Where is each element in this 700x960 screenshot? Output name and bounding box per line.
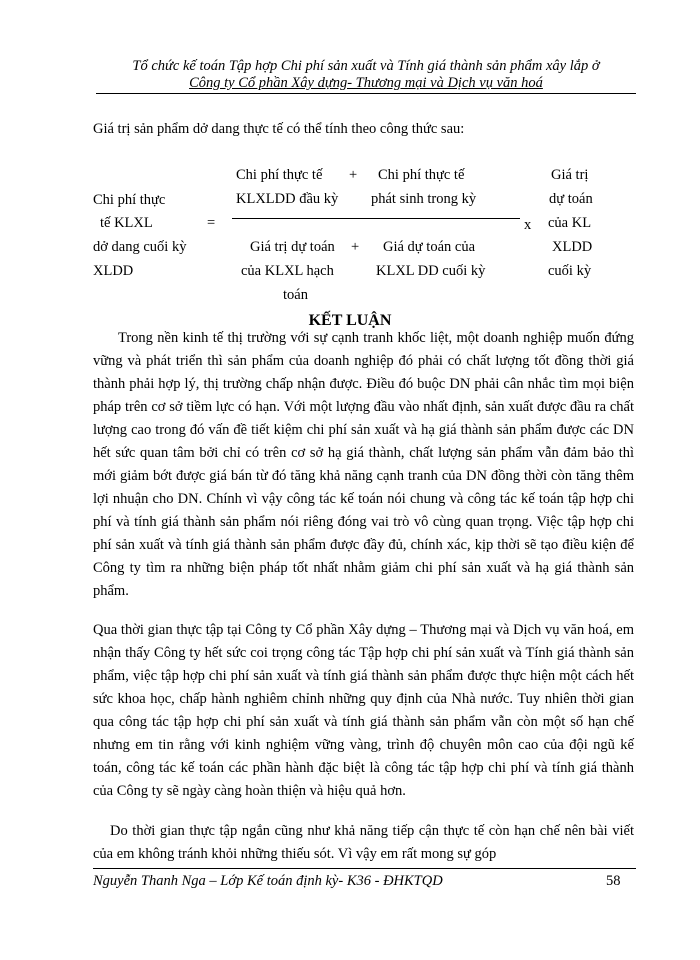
denominator-term-2-line-2: KLXL DD cuối kỳ <box>376 263 486 279</box>
paragraph-1: Trong nền kinh tế thị trường với sự cạnh tranh khốc liệt, một doanh nghiệp muốn đứng vững và phát triển thì sản phẩm của doanh nghiệp đó phải có chất lượng tốt đồng thời giá thành phải hợp lý, thị trường chấp nhận được. Điều đó buộc DN phải cân nhắc tìm mọi biện pháp trên cơ sở tiềm lực có hạn. Với một lượng đầu vào nhất định, sản xuất được đầu ra chất lượng cao trong đó vấn đề tiết kiệm chi phí sản xuất và hạ giá thành sản phẩm được các DN hết sức quan tâm bởi chỉ có trên cơ sở hạ giá thành, chất lượng sản phẩm vẫn đảm bảo thì mới giảm bớt được giá bán từ đó tăng khả năng cạnh tranh của DN đồng thời còn tăng thêm lợi nhuận cho DN. Chính vì vậy công tác kế toán nói chung và công tác kế toán tập hợp chi phí và tính giá thành sản phẩm nói riêng đóng vai trò vô cùng quan trọng. Việc tập hợp chi phí sản xuất và tính giá thành sản phẩm được đầy đủ, chính xác, kịp thời sẽ tạo điều kiện để Công ty tìm ra những biện pháp tốt nhất nhằm giảm chi phí sản xuất và hạ giá thành sản phẩm. <box>93 330 634 599</box>
formula-right-1: Giá trị <box>551 167 589 183</box>
formula-right-3: của KL <box>548 215 592 231</box>
header-divider <box>96 93 636 94</box>
footer-author: Nguyễn Thanh Nga – Lớp Kế toán định kỳ- K36 - ĐHKTQD <box>93 873 443 889</box>
denominator-term-2-line-1: Giá dự toán của <box>383 239 476 255</box>
header-line-2: Công ty Cổ phần Xây dựng- Thương mại và Dịch vụ văn hoá <box>189 75 543 91</box>
denominator-term-1-line-3: toán <box>283 287 308 303</box>
numerator-term-1-line-2: KLXLDD đầu kỳ <box>236 191 339 207</box>
section-title: KẾT LUẬN <box>308 312 392 329</box>
formula-intro: Giá trị sản phẩm dở dang thực tế có thể tính theo công thức sau: <box>93 121 465 137</box>
running-header <box>96 58 636 92</box>
paragraph-2: Qua thời gian thực tập tại Công ty Cổ phần Xây dựng – Thương mại và Dịch vụ văn hoá, em nhận thấy Công ty hết sức coi trọng công tác Tập hợp chi phí sản xuất và Tính giá thành sản phẩm, việc tập hợp chi phí sản xuất và tính giá thành sản phẩm được thực hiện một cách hết sức khoa học, chấp hành nghiêm chỉnh những quy định của Nhà nước. Tuy nhiên thời gian qua công tác tập hợp chi phí sản xuất và tính giá thành sản phẩm vẫn còn một số hạn chế nhưng em tin rằng với kinh nghiệm vững vàng, trình độ chuyên môn cao của đội ngũ kế toán, công tác kế toán các phần hành đặc biệt là công tác tập hợp chi phí và tính giá thành của Công ty sẽ ngày càng hoàn thiện và hiệu quả hơn. <box>93 622 634 799</box>
formula-right-2: dự toán <box>549 191 593 207</box>
page-number: 58 <box>606 873 621 889</box>
header-line-1: Tổ chức kế toán Tập hợp Chi phí sản xuất và Tính giá thành sản phẩm xây lắp ở <box>132 58 600 74</box>
numerator-term-1-line-1: Chi phí thực tế <box>236 167 323 183</box>
formula-left-3: dở dang cuối kỳ <box>93 239 187 255</box>
numerator-term-2-line-1: Chi phí thực tế <box>378 167 465 183</box>
paragraph-3: Do thời gian thực tập ngắn cũng như khả năng tiếp cận thực tế còn hạn chế nên bài viết của em không tránh khỏi những thiếu sót. Vì vậy em rất mong sự góp <box>93 823 634 862</box>
denominator-term-1-line-1: Giá trị dự toán <box>250 239 335 255</box>
formula-right-5: cuối kỳ <box>548 263 592 279</box>
fraction-bar <box>232 218 520 219</box>
footer-divider <box>93 868 636 869</box>
denominator-plus: + <box>351 239 360 255</box>
formula-equals: = <box>207 215 216 231</box>
denominator-term-1-line-2: của KLXL hạch <box>241 263 334 279</box>
formula-left-2: tế KLXL <box>100 215 153 231</box>
formula-right-4: XLDD <box>552 239 593 255</box>
formula-left-4: XLDD <box>93 263 134 279</box>
formula-times: x <box>524 217 532 233</box>
numerator-term-2-line-2: phát sinh trong kỳ <box>371 191 477 207</box>
formula-left-1: Chi phí thực <box>93 192 166 208</box>
numerator-plus: + <box>349 167 358 183</box>
